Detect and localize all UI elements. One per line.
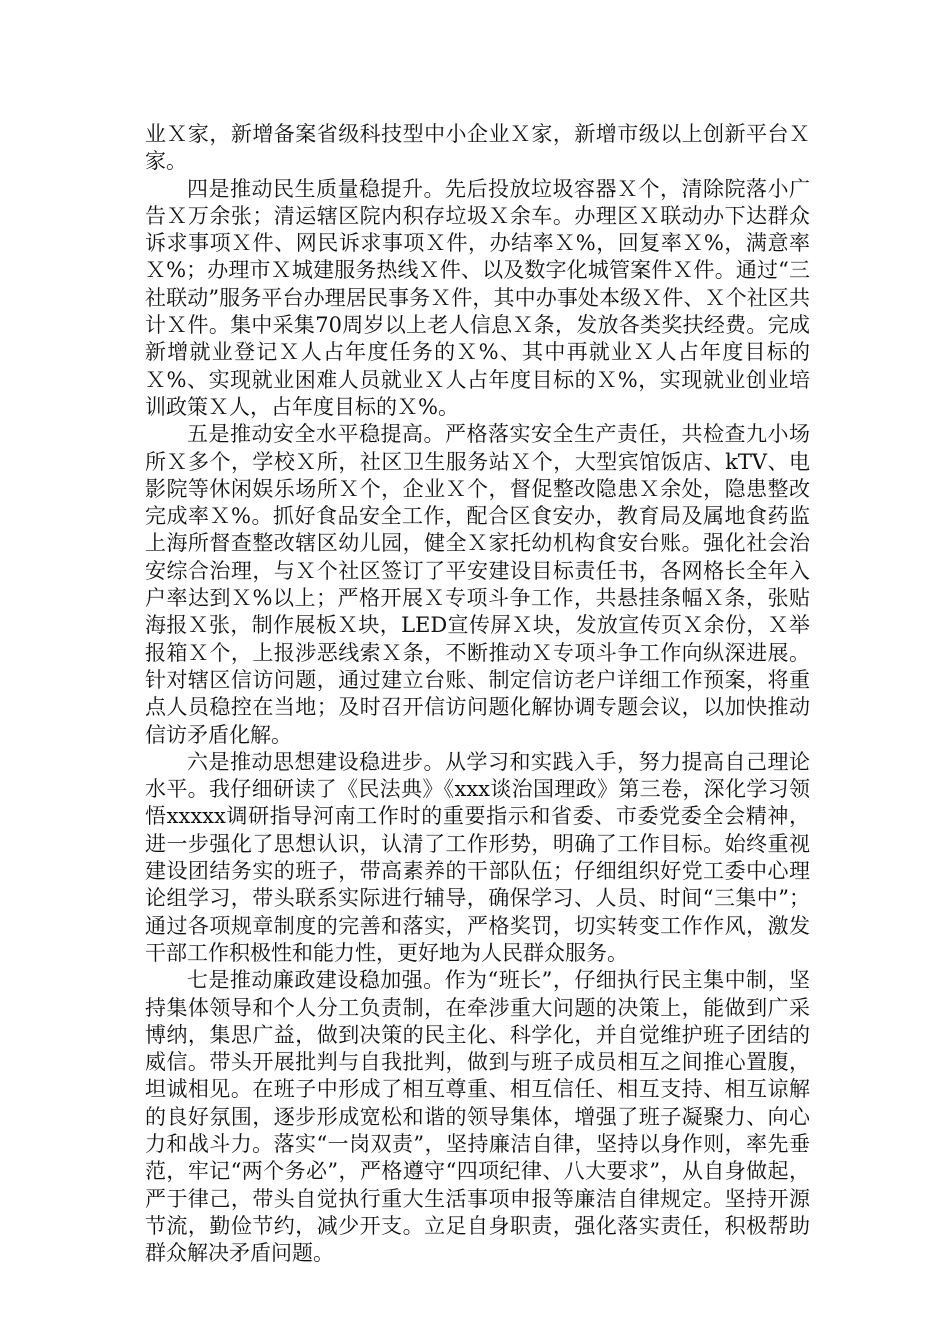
document-body [145, 121, 810, 1267]
paragraph-safety: 五是推动安全水平稳提高。严格落实安全生产责任，共检查九小场所Ｘ多个，学校Ｘ所，社区卫生服务站Ｘ个，大型宾馆饭店、kTV、电影院等休闲娱乐场所Ｘ个，企业Ｘ个，督促整改隐患Ｘ余处，隐患整改完成率Ｘ%。抓好食品安全工作，配合区食安办，教育局及属地食药监上海所督查整改辖区幼儿园，健全Ｘ家托幼机构食安台账。强化社会治安综合治理，与Ｘ个社区签订了平安建设目标责任书，各网格长全年入户率达到Ｘ%以上；严格开展Ｘ专项斗争工作，共悬挂条幅Ｘ条，张贴海报Ｘ张，制作展板Ｘ块，LED宣传屏Ｘ块，发放宣传页Ｘ余份，Ｘ举报箱Ｘ个，上报涉恶线索Ｘ条，不断推动Ｘ专项斗争工作向纵深进展。针对辖区信访问题，通过建立台账、制定信访老户详细工作预案，将重点人员稳控在当地；及时召开信访问题化解协调专题会议，以加快推动信访矛盾化解。 [145, 422, 810, 747]
paragraph-ideology: 六是推动思想建设稳进步。从学习和实践入手，努力提高自己理论水平。我仔细研读了《民法典》《xxx谈治国理政》第三卷，深化学习领悟xxxxx调研指导河南工作时的重要指示和省委、市委党委全会精神，进一步强化了思想认识，认清了工作形势，明确了工作目标。始终重视建设团结务实的班子，带高素养的干部队伍；仔细组织好党工委中心理论组学习，带头联系实际进行辅导，确保学习、人员、时间“三集中”；通过各项规章制度的完善和落实，严格奖罚，切实转变工作作风，激发干部工作积极性和能力性，更好地为人民群众服务。 [145, 749, 810, 965]
paragraph-integrity: 七是推动廉政建设稳加强。作为“班长”，仔细执行民主集中制，坚持集体领导和个人分工负责制，在牵涉重大问题的决策上，能做到广采博纳，集思广益，做到决策的民主化、科学化，并自觉维护班子团结的威信。带头开展批判与自我批判，做到与班子成员相互之间推心置腹，坦诚相见。在班子中形成了相互尊重、相互信任、相互支持、相互谅解的良好氛围，逐步形成宽松和谐的领导集体，增强了班子凝聚力、向心力和战斗力。落实“一岗双责”，坚持廉洁自律，坚持以身作则，率先垂范，牢记“两个务必”，严格遵守“四项纪律、八大要求”，从自身做起，严于律己，带头自觉执行重大生活事项申报等廉洁自律规定。坚持开源节流，勤俭节约，减少开支。立足自身职责，强化落实责任，积极帮助群众解决矛盾问题。 [145, 968, 810, 1266]
paragraph-livelihood: 四是推动民生质量稳提升。先后投放垃圾容器Ｘ个，清除院落小广告Ｘ万余张；清运辖区院内积存垃圾Ｘ余车。办理区Ｘ联动办下达群众诉求事项Ｘ件、网民诉求事项Ｘ件，办结率Ｘ%，回复率Ｘ%，满意率Ｘ%；办理市Ｘ城建服务热线Ｘ件、以及数字化城管案件Ｘ件。通过“三社联动”服务平台办理居民事务Ｘ件，其中办事处本级Ｘ件、Ｘ个社区共计Ｘ件。集中采集70周岁以上老人信息Ｘ条，发放各类奖扶经费。完成新增就业登记Ｘ人占年度任务的Ｘ%、其中再就业Ｘ人占年度目标的Ｘ%、实现就业困难人员就业Ｘ人占年度目标的Ｘ%，实现就业创业培训政策Ｘ人，占年度目标的Ｘ%。 [145, 176, 810, 419]
paragraph-continuation: 业Ｘ家，新增备案省级科技型中小企业Ｘ家，新增市级以上创新平台Ｘ家。 [145, 122, 810, 174]
